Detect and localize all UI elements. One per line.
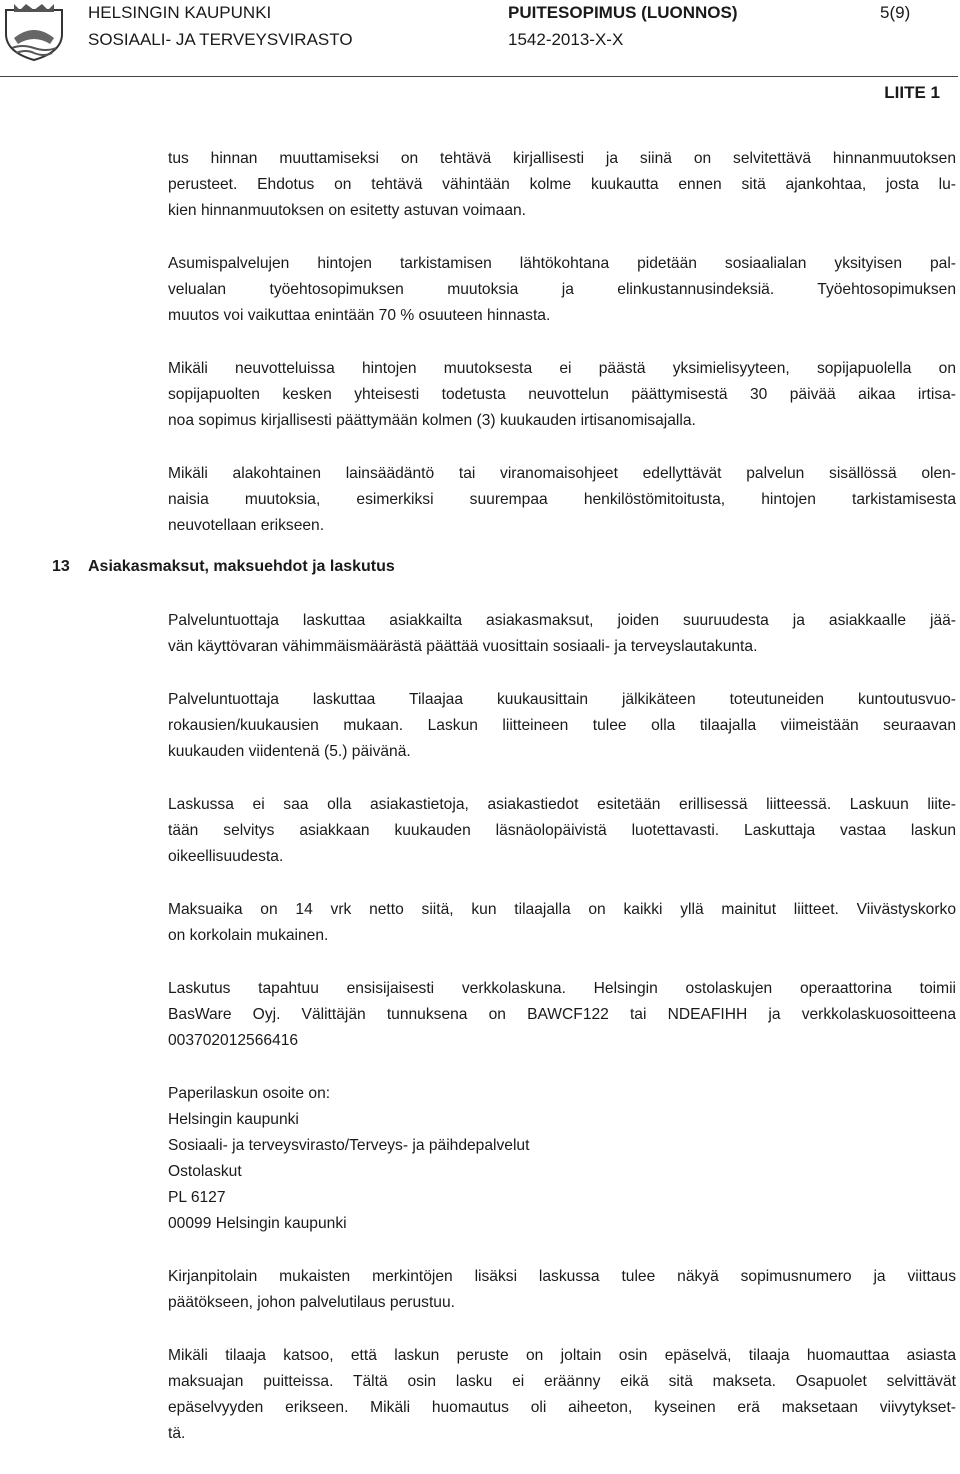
- text-line: rokausien/kuukausien mukaan. Laskun liitteineen tulee olla tilaajalla viimeistään seuraavan: [168, 717, 956, 734]
- organization-name: HELSINGIN KAUPUNKI: [88, 3, 272, 22]
- paragraph: [168, 976, 956, 1054]
- text-line: perusteet. Ehdotus on tehtävä vähintään kolme kuukautta ennen sitä ajankohtaa, josta lu-: [168, 176, 956, 193]
- text-line: Kirjanpitolain mukaisten merkintöjen lisäksi laskussa tulee näkyä sopimusnumero ja viittaus: [168, 1268, 956, 1285]
- text-line: kuukauden viidentenä (5.) päivänä.: [168, 743, 411, 760]
- text-line: Asumispalvelujen hintojen tarkistamisen lähtökohtana pidetään sosiaalialan yksityisen pal-: [168, 255, 956, 272]
- paragraph: [168, 897, 956, 949]
- text-line: epäselvyyden erikseen. Mikäli huomautus oli aiheeton, kyseinen erä maksetaan viivytykset-: [168, 1399, 956, 1416]
- text-line: neuvotellaan erikseen.: [168, 517, 325, 534]
- paragraph: [168, 356, 956, 434]
- text-line: Laskussa ei saa olla asiakastietoja, asiakastiedot esitetään erillisessä liitteessä. Laskuun liite-: [168, 796, 956, 813]
- address-line: Helsingin kaupunki: [168, 1111, 299, 1128]
- text-line: sopijapuolten kesken yhteisesti todetusta neuvottelun päättymisestä 30 päivää aikaa irtisa-: [168, 386, 956, 403]
- document-number: 1542-2013-X-X: [508, 30, 624, 49]
- address-line: Paperilaskun osoite on:: [168, 1085, 331, 1102]
- page-header: [0, 0, 960, 110]
- text-line: maksuajan puitteissa. Tältä osin lasku ei eräänny eikä sitä makseta. Osapuolet selvittävät: [168, 1373, 956, 1390]
- page-number: 5(9): [880, 3, 911, 22]
- invoice-address-block: [168, 1081, 956, 1237]
- paragraph: [168, 608, 956, 660]
- paragraph: [168, 687, 956, 765]
- paragraph: [168, 146, 956, 224]
- text-line: Palveluntuottaja laskuttaa Tilaajaa kuukausittain jälkikäteen toteutuneiden kuntoutusvuo-: [168, 691, 956, 708]
- section-heading: [52, 558, 395, 576]
- helsinki-crest-icon: [0, 0, 68, 62]
- text-line: noa sopimus kirjallisesti päättymään kolmen (3) kuukauden irtisanomisajalla.: [168, 412, 696, 429]
- appendix-label: LIITE 1: [884, 83, 940, 102]
- address-line: Ostolaskut: [168, 1163, 242, 1180]
- text-line: oikeellisuudesta.: [168, 848, 284, 865]
- paragraph: [168, 251, 956, 329]
- body-section: [168, 608, 956, 1474]
- address-line: 00099 Helsingin kaupunki: [168, 1215, 347, 1232]
- text-line: velualan työehtosopimuksen muutoksia ja elinkustannusindeksiä. Työehtosopimuksen: [168, 281, 956, 298]
- text-line: Mikäli alakohtainen lainsäädäntö tai viranomaisohjeet edellyttävät palvelun sisällössä olen-: [168, 465, 956, 482]
- section-title: Asiakasmaksut, maksuehdot ja laskutus: [88, 558, 395, 575]
- paragraph: [168, 1264, 956, 1316]
- text-line: vän käyttövaran vähimmäismäärästä päättää vuosittain sosiaali- ja terveyslautakunta.: [168, 638, 758, 655]
- section-number: 13: [52, 558, 70, 575]
- text-line: Laskutus tapahtuu ensisijaisesti verkkolaskuna. Helsingin ostolaskujen operaattorina toimii: [168, 980, 956, 997]
- text-line: kien hinnanmuutoksen on esitetty astuvan voimaan.: [168, 202, 527, 219]
- text-line: Mikäli tilaaja katsoo, että laskun peruste on joltain osin epäselvä, tilaaja huomauttaa asiasta: [168, 1347, 956, 1364]
- document-title: PUITESOPIMUS (LUONNOS): [508, 3, 738, 22]
- text-line: Mikäli neuvotteluissa hintojen muutoksesta ei päästä yksimielisyyteen, sopijapuolella on: [168, 360, 956, 377]
- text-line: naisia muutoksia, esimerkiksi suurempaa henkilöstömitoitusta, hintojen tarkistamisesta: [168, 491, 956, 508]
- text-line: tään selvitys asiakkaan kuukauden läsnäolopäivistä luotettavasti. Laskuttaja vastaa laskun: [168, 822, 956, 839]
- text-line: Maksuaika on 14 vrk netto siitä, kun tilaajalla on kaikki yllä mainitut liitteet. Viivästyskorko: [168, 901, 956, 918]
- department-name: SOSIAALI- JA TERVEYSVIRASTO: [88, 30, 353, 49]
- header-divider: [0, 76, 958, 77]
- paragraph: [168, 461, 956, 539]
- text-line: 003702012566416: [168, 1032, 299, 1049]
- address-line: PL 6127: [168, 1189, 226, 1206]
- address-line: Sosiaali- ja terveysvirasto/Terveys- ja päihdepalvelut: [168, 1137, 530, 1154]
- paragraph: [168, 1343, 956, 1447]
- text-line: tus hinnan muuttamiseksi on tehtävä kirjallisesti ja siinä on selvitettävä hinnanmuutoksen: [168, 150, 956, 167]
- text-line: tä.: [168, 1425, 186, 1442]
- text-line: on korkolain mukainen.: [168, 927, 329, 944]
- paragraph: [168, 792, 956, 870]
- text-line: BasWare Oyj. Välittäjän tunnuksena on BAWCF122 tai NDEAFIHH ja verkkolaskuosoitteena: [168, 1006, 956, 1023]
- text-line: muutos voi vaikuttaa enintään 70 % osuuteen hinnasta.: [168, 307, 551, 324]
- text-line: päätökseen, johon palvelutilaus perustuu.: [168, 1294, 455, 1311]
- body-top: [168, 146, 956, 566]
- text-line: Palveluntuottaja laskuttaa asiakkailta asiakasmaksut, joiden suuruudesta ja asiakkaalle jää-: [168, 612, 956, 629]
